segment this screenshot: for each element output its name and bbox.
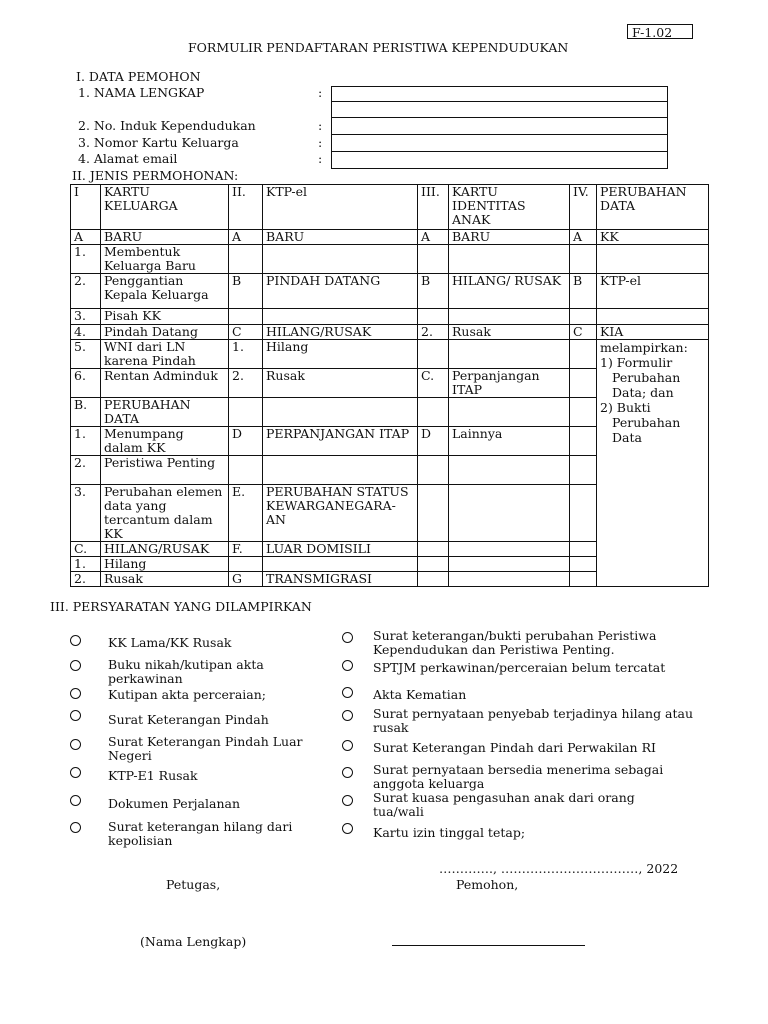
table-cell — [418, 309, 449, 325]
option-label: KK Lama/KK Rusak — [108, 635, 232, 650]
checkbox-akta-kematian[interactable] — [342, 687, 353, 698]
table-cell: HILANG/ RUSAK — [449, 274, 570, 309]
table-cell: PERUBAHAN DATA — [101, 398, 229, 427]
table-cell: Rentan Adminduk — [101, 369, 229, 398]
section1-heading: I. DATA PEMOHON — [76, 69, 201, 84]
table-cell — [263, 557, 418, 572]
table-cell: 2. — [229, 369, 263, 398]
table-cell: A — [71, 230, 101, 245]
table-cell: WNI dari LN karena Pindah — [101, 340, 229, 369]
field-label-email: 4. Alamat email — [78, 151, 178, 166]
table-cell — [570, 398, 597, 427]
table-cell: Penggantian Kepala Keluarga — [101, 274, 229, 309]
table-cell: A — [229, 230, 263, 245]
table-cell: 2. — [71, 456, 101, 485]
table-cell — [263, 309, 418, 325]
table-cell — [229, 398, 263, 427]
option-label: SPTJM perkawinan/perceraian belum tercatat — [373, 660, 666, 675]
table-cell: Pindah Datang — [101, 325, 229, 340]
checkbox-bukti-perubahan[interactable] — [342, 632, 353, 643]
option-label: Surat kuasa pengasuhan anak dari orang tua/wali — [373, 790, 635, 819]
table-cell: KIA — [597, 325, 709, 340]
table-cell — [229, 456, 263, 485]
date-line: …………., ……………………………, 2022 — [439, 861, 679, 876]
table-cell: PERUBAHAN STATUS KEWARGANEGARA-AN — [263, 485, 418, 542]
table-cell — [449, 485, 570, 542]
checkbox-ktp-rusak[interactable] — [70, 767, 81, 778]
option-label: Buku nikah/kutipan akta perkawinan — [108, 657, 264, 686]
table-cell — [570, 485, 597, 542]
nama-lengkap-input-2[interactable] — [331, 101, 668, 118]
section2-heading: II. JENIS PERMOHONAN: — [72, 168, 239, 183]
email-input[interactable] — [331, 151, 668, 169]
table-cell: B. — [71, 398, 101, 427]
table-cell — [418, 485, 449, 542]
lampiran-intro: melampirkan: — [600, 340, 688, 355]
table-cell: E. — [229, 485, 263, 542]
table-cell: A — [418, 230, 449, 245]
field-colon-nama: : — [318, 85, 323, 100]
checkbox-surat-hilang[interactable] — [70, 822, 81, 833]
table-cell — [570, 542, 597, 557]
table-cell — [597, 245, 709, 274]
table-cell: BARU — [263, 230, 418, 245]
table-cell: Peristiwa Penting — [101, 456, 229, 485]
table-cell — [229, 309, 263, 325]
option-label: Surat keterangan hilang dari kepolisian — [108, 819, 293, 848]
table-cell — [570, 456, 597, 485]
table-cell — [418, 245, 449, 274]
table-cell: Rusak — [101, 572, 229, 587]
table-cell — [570, 245, 597, 274]
table-cell: KTP-el — [263, 185, 418, 230]
table-cell: II. — [229, 185, 263, 230]
option-label: Akta Kematian — [373, 687, 467, 702]
option-label: Kutipan akta perceraian; — [108, 687, 267, 702]
table-cell — [449, 557, 570, 572]
lampiran-cell — [597, 340, 709, 587]
table-row — [71, 185, 709, 230]
nama-lengkap-label: (Nama Lengkap) — [140, 934, 247, 949]
jenis-permohonan-table — [70, 184, 709, 587]
table-cell: Rusak — [263, 369, 418, 398]
table-cell — [263, 456, 418, 485]
table-cell: III. — [418, 185, 449, 230]
checkbox-sptjm[interactable] — [342, 660, 353, 671]
table-cell — [597, 309, 709, 325]
table-cell — [418, 542, 449, 557]
checkbox-akta-perceraian[interactable] — [70, 688, 81, 699]
table-cell: HILANG/RUSAK — [101, 542, 229, 557]
petugas-label: Petugas, — [166, 877, 221, 892]
field-colon-email: : — [318, 151, 323, 166]
checkbox-kk-lama[interactable] — [70, 635, 81, 646]
table-row — [71, 340, 709, 369]
table-cell: C — [229, 325, 263, 340]
table-cell: C. — [71, 542, 101, 557]
section3-heading: III. PERSYARATAN YANG DILAMPIRKAN — [50, 599, 312, 614]
table-cell: 2. — [71, 572, 101, 587]
table-cell — [449, 542, 570, 557]
table-cell: Pisah KK — [101, 309, 229, 325]
table-cell — [449, 340, 570, 369]
table-cell — [570, 369, 597, 398]
table-cell: 3. — [71, 485, 101, 542]
table-cell: BARU — [449, 230, 570, 245]
field-label-kk: 3. Nomor Kartu Keluarga — [78, 135, 239, 150]
table-cell: 1. — [229, 340, 263, 369]
table-cell: 2. — [418, 325, 449, 340]
table-cell: Hilang — [263, 340, 418, 369]
table-cell: 5. — [71, 340, 101, 369]
table-cell: KK — [597, 230, 709, 245]
table-row — [71, 325, 709, 340]
table-cell: KARTU IDENTITAS ANAK — [449, 185, 570, 230]
table-cell: 2. — [71, 274, 101, 309]
table-cell: 1. — [71, 427, 101, 456]
checkbox-buku-nikah[interactable] — [70, 660, 81, 671]
table-row — [71, 230, 709, 245]
checkbox-pernyataan-anggota[interactable] — [342, 767, 353, 778]
table-cell: D — [229, 427, 263, 456]
table-cell: PERUBAHAN DATA — [597, 185, 709, 230]
table-cell — [229, 557, 263, 572]
table-cell: PINDAH DATANG — [263, 274, 418, 309]
table-cell — [449, 245, 570, 274]
table-cell: Perubahan elemen data yang tercantum dalam KK — [101, 485, 229, 542]
checkbox-surat-pindah[interactable] — [70, 710, 81, 721]
option-label: Surat keterangan/bukti perubahan Peristiwa Kependudukan dan Peristiwa Penting. — [373, 628, 657, 657]
option-label: Kartu izin tinggal tetap; — [373, 825, 526, 840]
table-cell — [263, 245, 418, 274]
lampiran-item-1: 1) Formulir Perubahan Data; dan — [600, 355, 681, 400]
kk-input[interactable] — [331, 134, 668, 152]
option-label: Surat Keterangan Pindah Luar Negeri — [108, 734, 303, 763]
table-cell — [449, 572, 570, 587]
table-cell: I — [71, 185, 101, 230]
table-cell: B — [570, 274, 597, 309]
table-cell: 1. — [71, 557, 101, 572]
table-cell: C. — [418, 369, 449, 398]
table-cell: HILANG/RUSAK — [263, 325, 418, 340]
table-cell: B — [418, 274, 449, 309]
table-cell — [418, 340, 449, 369]
checkbox-pindah-luar-negeri[interactable] — [70, 739, 81, 750]
option-label: Dokumen Perjalanan — [108, 796, 241, 811]
checkbox-kitap[interactable] — [342, 823, 353, 834]
checkbox-dokumen-perjalanan[interactable] — [70, 795, 81, 806]
table-cell: G — [229, 572, 263, 587]
option-label: Surat pernyataan penyebab terjadinya hilang atau rusak — [373, 706, 694, 735]
table-cell — [570, 557, 597, 572]
table-cell: 3. — [71, 309, 101, 325]
table-cell: 6. — [71, 369, 101, 398]
table-cell: Hilang — [101, 557, 229, 572]
field-colon-kk: : — [318, 135, 323, 150]
table-cell — [570, 309, 597, 325]
form-code: F-1.02 — [627, 24, 693, 39]
table-cell: B — [229, 274, 263, 309]
pemohon-label: Pemohon, — [456, 877, 519, 892]
table-cell: IV. — [570, 185, 597, 230]
table-cell: PERPANJANGAN ITAP — [263, 427, 418, 456]
table-cell — [418, 398, 449, 427]
table-cell: 1. — [71, 245, 101, 274]
table-cell: C — [570, 325, 597, 340]
option-label: Surat pernyataan bersedia menerima sebagai anggota keluarga — [373, 762, 664, 791]
table-cell — [263, 398, 418, 427]
table-cell — [418, 557, 449, 572]
table-cell: KARTU KELUARGA — [101, 185, 229, 230]
table-cell: Lainnya — [449, 427, 570, 456]
checkbox-pernyataan-hilang[interactable] — [342, 710, 353, 721]
table-cell — [449, 456, 570, 485]
form-title: FORMULIR PENDAFTARAN PERISTIWA KEPENDUDUKAN — [188, 40, 569, 55]
option-label: KTP-E1 Rusak — [108, 768, 198, 783]
table-cell: BARU — [101, 230, 229, 245]
table-cell: Menumpang dalam KK — [101, 427, 229, 456]
lampiran-item-2: 2) Bukti Perubahan Data — [600, 400, 681, 445]
table-cell — [229, 245, 263, 274]
table-cell — [418, 572, 449, 587]
table-cell: Perpanjangan ITAP — [449, 369, 570, 398]
field-label-nama: 1. NAMA LENGKAP — [78, 85, 205, 100]
table-cell — [449, 309, 570, 325]
table-cell: Membentuk Keluarga Baru — [101, 245, 229, 274]
table-cell: D — [418, 427, 449, 456]
table-cell: F. — [229, 542, 263, 557]
table-cell — [570, 427, 597, 456]
table-row — [71, 245, 709, 274]
table-cell: KTP-el — [597, 274, 709, 309]
table-cell — [418, 456, 449, 485]
table-cell — [449, 398, 570, 427]
table-row — [71, 274, 709, 309]
checkbox-kuasa-pengasuhan[interactable] — [342, 795, 353, 806]
option-label: Surat Keterangan Pindah dari Perwakilan RI — [373, 740, 656, 755]
checkbox-pindah-perwakilan[interactable] — [342, 740, 353, 751]
table-cell: A — [570, 230, 597, 245]
nama-lengkap-input-1[interactable] — [331, 86, 668, 102]
nik-input[interactable] — [331, 117, 668, 135]
pemohon-signature-line — [392, 945, 585, 946]
table-cell — [570, 340, 597, 369]
table-row — [71, 309, 709, 325]
table-cell: 4. — [71, 325, 101, 340]
table-cell: TRANSMIGRASI — [263, 572, 418, 587]
table-cell: LUAR DOMISILI — [263, 542, 418, 557]
field-label-nik: 2. No. Induk Kependudukan — [78, 118, 256, 133]
table-cell: Rusak — [449, 325, 570, 340]
option-label: Surat Keterangan Pindah — [108, 712, 269, 727]
table-cell — [570, 572, 597, 587]
field-colon-nik: : — [318, 118, 323, 133]
